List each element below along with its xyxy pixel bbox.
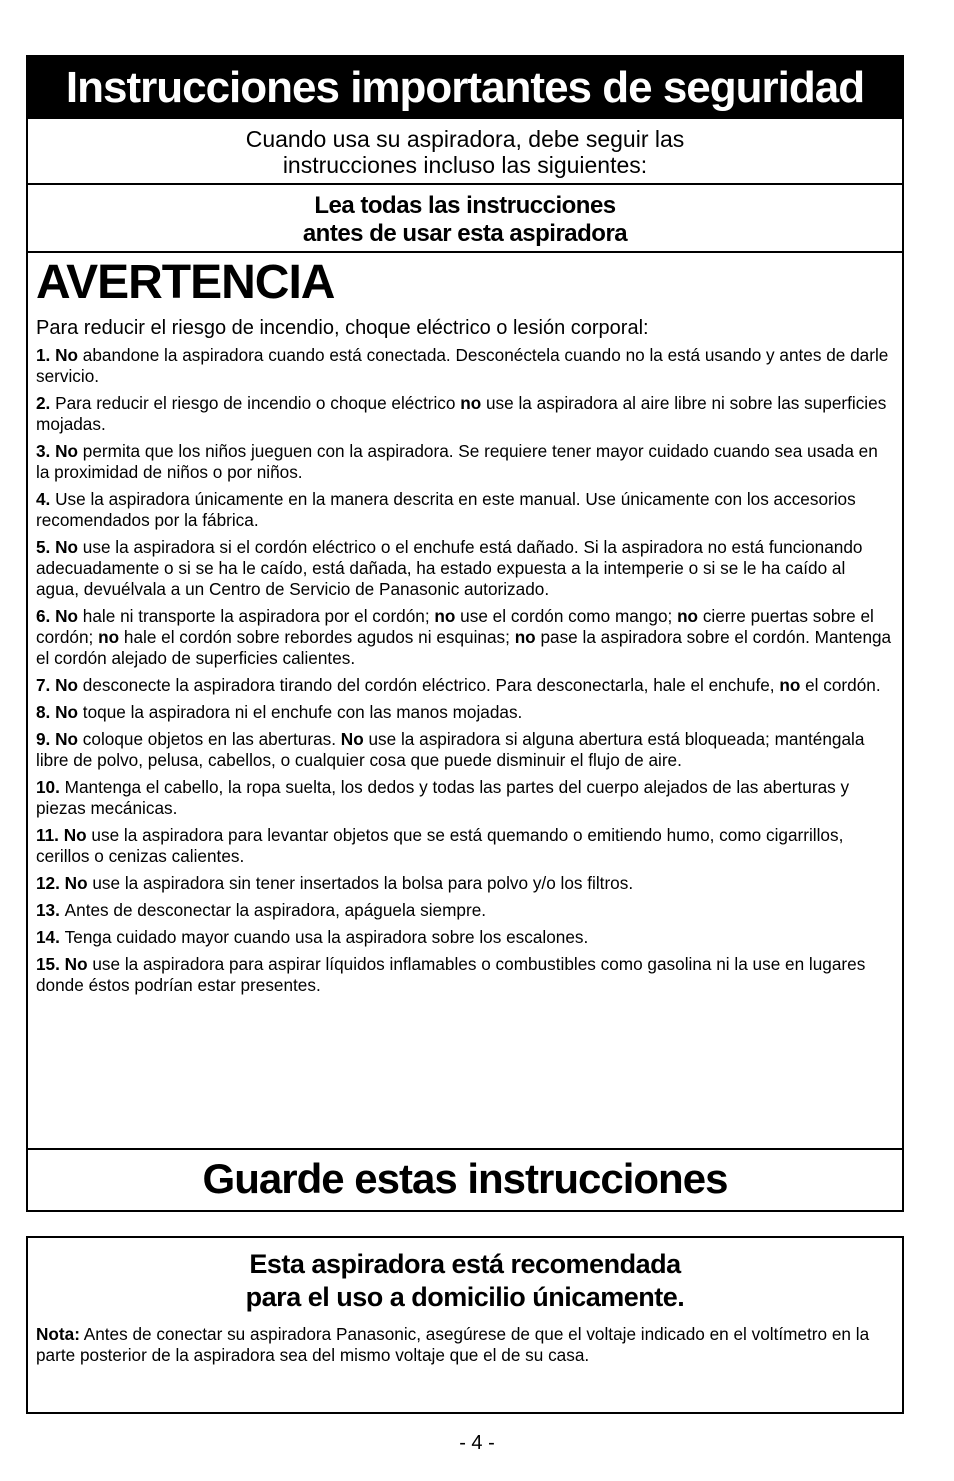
safety-item-13: [36, 900, 892, 921]
item-text: Tenga cuidado mayor cuando usa la aspiradora sobre los escalones.: [64, 927, 589, 947]
safety-item-9: [36, 729, 892, 771]
item-number: 10.: [36, 777, 65, 797]
note-label: Nota:: [36, 1324, 80, 1344]
save-instructions-banner: [28, 1148, 902, 1210]
intro-section: [28, 119, 902, 185]
safety-item-12: [36, 873, 892, 894]
item-text: No use la aspiradora si el cordón eléctrico o el enchufe está dañado. Si la aspiradora no está funcionando adecuadamente o si se ha le caído, está dañada, ha estado expuesta a la intemperie o si se le ha caído al agua, devuélvala a un Centro de Servicio de Panasonic autorizado.: [36, 537, 863, 599]
item-number: 11.: [36, 825, 64, 845]
warning-intro: Para reducir el riesgo de incendio, choque eléctrico o lesión corporal:: [36, 317, 649, 339]
safety-item-15: [36, 954, 892, 996]
item-number: 12.: [36, 873, 65, 893]
item-text: No permita que los niños jueguen con la aspiradora. Se requiere tener mayor cuidado cuando sea usada en la proximidad de niños o por niños.: [36, 441, 878, 482]
item-number: 13.: [36, 900, 65, 920]
page-number: - 4 -: [459, 1432, 495, 1454]
item-number: 5.: [36, 537, 56, 557]
note-text: Antes de conectar su aspiradora Panasonic, asegúrese de que el voltaje indicado en el voltímetro en la parte posterior de la aspiradora sea del mismo voltaje que el de su casa.: [36, 1324, 870, 1365]
item-text: Para reducir el riesgo de incendio o choque eléctrico no use la aspiradora al aire libre ni sobre las superficies mojadas.: [36, 393, 887, 434]
save-title: Guarde estas instrucciones: [202, 1155, 728, 1202]
item-number: 6.: [36, 606, 56, 626]
item-text: Use la aspiradora únicamente en la manera descrita en este manual. Use únicamente con los accesorios recomendados por la fábrica.: [36, 489, 856, 530]
safety-item-7: [36, 675, 892, 696]
safety-item-14: [36, 927, 892, 948]
item-number: 3.: [36, 441, 56, 461]
item-text: Mantenga el cabello, la ropa suelta, los dedos y todas las partes del cuerpo alejados de las aberturas y piezas mecánicas.: [36, 777, 850, 818]
item-number: 8.: [36, 702, 56, 722]
intro-line-1: Cuando usa su aspiradora, debe seguir las: [245, 126, 685, 152]
item-text: No abandone la aspiradora cuando está conectada. Desconéctela cuando no la está usando y antes de darle servicio.: [36, 345, 889, 386]
read-notice: [28, 185, 902, 253]
safety-item-2: [36, 393, 892, 435]
item-number: 7.: [36, 675, 56, 695]
safety-item-1: [36, 345, 892, 387]
item-number: 14.: [36, 927, 65, 947]
safety-items-list: [28, 345, 902, 996]
home-use-title: [28, 1238, 902, 1314]
home-use-line-2: para el uso a domicilio únicamente.: [245, 1282, 685, 1312]
safety-item-3: [36, 441, 892, 483]
header-bar: [28, 57, 902, 119]
item-number: 9.: [36, 729, 56, 749]
intro-line-2: instrucciones incluso las siguientes:: [282, 152, 648, 178]
header-title: Instrucciones importantes de seguridad: [65, 63, 865, 112]
item-number: 1.: [36, 345, 56, 365]
voltage-note: [28, 1314, 902, 1366]
item-number: 15.: [36, 954, 65, 974]
item-text: No use la aspiradora sin tener insertados la bolsa para polvo y/o los filtros.: [64, 873, 634, 893]
safety-item-5: [36, 537, 892, 600]
safety-item-11: [36, 825, 892, 867]
safety-item-4: [36, 489, 892, 531]
read-notice-line-1: Lea todas las instrucciones: [314, 192, 616, 219]
safety-instructions-box: [26, 55, 904, 1212]
item-number: 4.: [36, 489, 56, 509]
item-text: Antes de desconectar la aspiradora, apáguela siempre.: [64, 900, 487, 920]
safety-item-6: [36, 606, 892, 669]
item-text: No coloque objetos en las aberturas. No use la aspiradora si alguna abertura está bloqueada; manténgala libre de polvo, pelusa, cabellos, o cualquier cosa que puede disminuir el flujo de aire.: [36, 729, 865, 770]
home-use-line-1: Esta aspiradora está recomendada: [249, 1249, 681, 1279]
warning-title: AVERTENCIA: [36, 256, 335, 309]
read-notice-line-2: antes de usar esta aspiradora: [302, 220, 628, 247]
safety-item-10: [36, 777, 892, 819]
item-text: No toque la aspiradora ni el enchufe con las manos mojadas.: [55, 702, 523, 722]
item-text: No desconecte la aspiradora tirando del cordón eléctrico. Para desconectarla, hale el enchufe, no el cordón.: [55, 675, 881, 695]
item-text: No use la aspiradora para aspirar líquidos inflamables o combustibles como gasolina ni la use en lugares donde éstos podrían estar presentes.: [36, 954, 866, 995]
item-text: No hale ni transporte la aspiradora por el cordón; no use el cordón como mango; no cierre puertas sobre el cordón; no hale el cordón sobre rebordes agudos ni esquinas; no pase la aspiradora sobre el cordón. Mantenga el cordón alejado de superficies calientes.: [36, 606, 892, 668]
item-number: 2.: [36, 393, 56, 413]
home-use-box: [26, 1236, 904, 1414]
safety-item-8: [36, 702, 892, 723]
item-text: No use la aspiradora para levantar objetos que se está quemando o emitiendo humo, como cigarrillos, cerillos o cenizas calientes.: [36, 825, 844, 866]
